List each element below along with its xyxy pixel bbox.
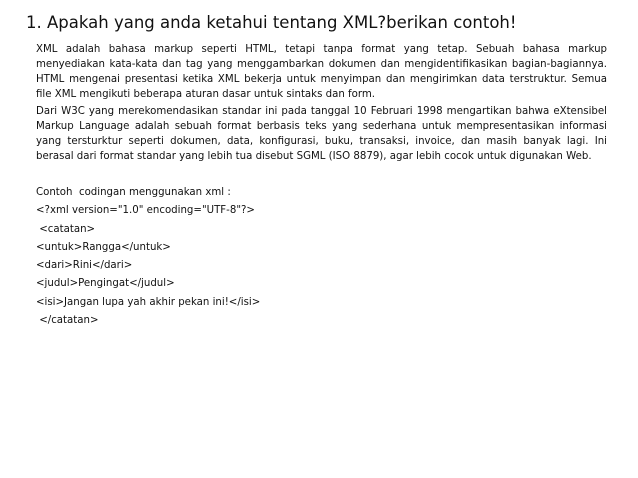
paragraph-xml-definition: XML adalah bahasa markup seperti HTML, tetapi tanpa format yang tetap. Sebuah bahasa markup menyediakan kata-kata dan tag yang menggambarkan dokumen dan mengidentifikasikan bagian-bagiannya. HTML mengenai presentasi ketika XML bekerja untuk menyimpan dan mengirimkan data terstruktur. Semua file XML mengikuti beberapa aturan dasar untuk sintaks dan form.	[36, 44, 607, 101]
code-line: <catatan>	[36, 223, 96, 235]
code-line: </catatan>	[36, 315, 99, 327]
slide-title: 1. Apakah yang anda ketahui tentang XML?berikan contoh!	[26, 13, 517, 32]
example-heading: Contoh codingan menggunakan xml :	[36, 187, 231, 198]
code-line: <isi>Jangan lupa yah akhir pekan ini!</isi>	[36, 296, 261, 308]
xml-example	[36, 184, 607, 330]
paragraph-w3c-history: Dari W3C yang merekomendasikan standar ini pada tanggal 10 Februari 1998 mengartikan bahwa eXtensibel Markup Language adalah sebuah format berbasis teks yang sederhana untuk mempresentasikan informasi yang tersturktur seperti dokumen, data, konfigurasi, buku, transaksi, invoice, dan masih banyak lagi. Ini berasal dari format standar yang lebih tua disebut SGML (ISO 8879), agar lebih cocok untuk digunakan Web.	[36, 106, 607, 163]
code-line: <?xml version="1.0" encoding="UTF-8"?>	[36, 205, 255, 217]
code-line: <untuk>Rangga</untuk>	[36, 241, 171, 253]
code-line: <dari>Rini</dari>	[36, 260, 133, 272]
code-line: <judul>Pengingat</judul>	[36, 278, 175, 290]
